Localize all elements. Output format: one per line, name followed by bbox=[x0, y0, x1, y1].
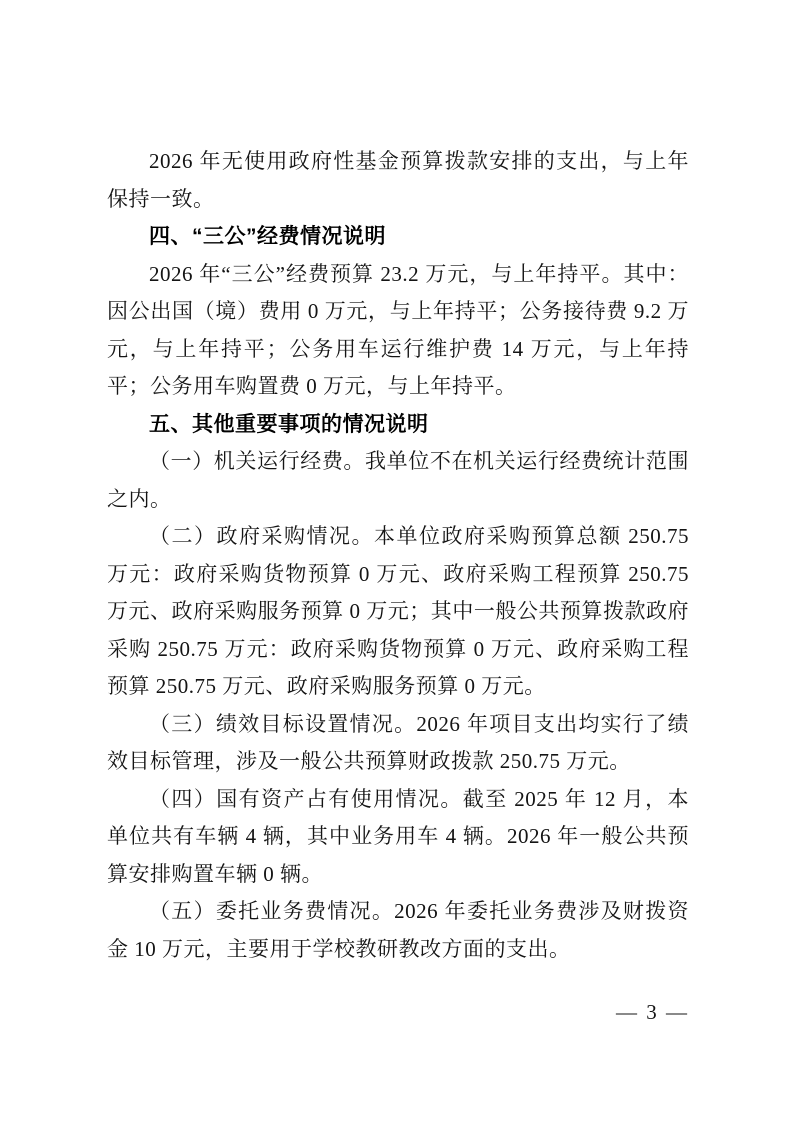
paragraph-item-2-government-procurement: （二）政府采购情况。本单位政府采购预算总额 250.75 万元：政府采购货物预算 0 万元、政府采购工程预算 250.75 万元、政府采购服务预算 0 万元；其中一般公共预算拨款政府采购 250.75 万元：政府采购货物预算 0 万元、政府采购工程预算 250.75 万元、政府采购服务预算 0 万元。 bbox=[107, 524, 689, 698]
heading-section-four-three-public-expenses: 四、“三公”经费情况说明 bbox=[149, 225, 386, 248]
paragraph-item-1-operating-expenses: （一）机关运行经费。我单位不在机关运行经费统计范围之内。 bbox=[107, 449, 689, 511]
page-footer bbox=[616, 1000, 689, 1024]
paragraph-gov-fund-expenditure: 2026 年无使用政府性基金预算拨款安排的支出，与上年保持一致。 bbox=[107, 149, 689, 211]
paragraph-item-3-performance-targets: （三）绩效目标设置情况。2026 年项目支出均实行了绩效目标管理，涉及一般公共预算财政拨款 250.75 万元。 bbox=[107, 711, 689, 773]
page-number: — 3 — bbox=[616, 1000, 689, 1024]
paragraph-item-5-entrusted-business-fees: （五）委托业务费情况。2026 年委托业务费涉及财拨资金 10 万元，主要用于学校教研教改方面的支出。 bbox=[107, 899, 689, 961]
document-body bbox=[107, 143, 689, 968]
paragraph-item-4-state-owned-assets: （四）国有资产占有使用情况。截至 2025 年 12 月，本单位共有车辆 4 辆，其中业务用车 4 辆。2026 年一般公共预算安排购置车辆 0 辆。 bbox=[107, 786, 689, 886]
heading-section-five-other-important-matters: 五、其他重要事项的情况说明 bbox=[149, 412, 429, 436]
paragraph-three-public-expenses-detail: 2026 年“三公”经费预算 23.2 万元，与上年持平。其中：因公出国（境）费用 0 万元，与上年持平；公务接待费 9.2 万元，与上年持平；公务用车运行维护费 14 万元，与上年持平；公务用车购置费 0 万元，与上年持平。 bbox=[107, 261, 689, 398]
